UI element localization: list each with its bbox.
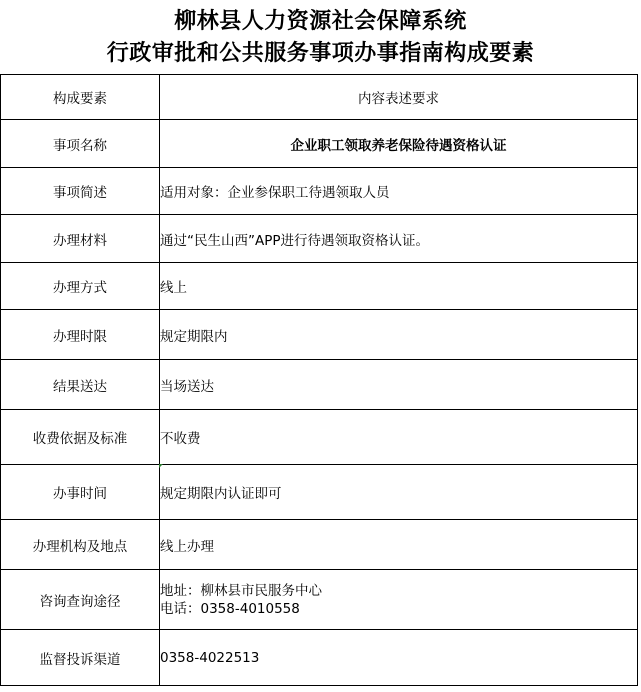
row-label-office-hours: 办事时间 [1,465,160,520]
table-row [1,215,638,263]
table-row [1,410,638,465]
row-value-office-hours [160,465,638,520]
row-value-inquiry [160,570,638,630]
table-header-row [1,75,638,120]
row-value-agency-location: 线上办理 [160,520,638,570]
row-value-complaint: 0358-4022513 [160,630,638,686]
office-hours-text: 规定期限内认证即可 [160,486,282,502]
title-line-2: 行政审批和公共服务事项办事指南构成要素 [106,41,535,66]
table-row [1,465,638,520]
row-value-item-name: 企业职工领取养老保险待遇资格认证 [160,120,638,168]
table-row [1,630,638,686]
table-row [1,360,638,410]
row-value-delivery: 当场送达 [160,360,638,410]
cell-comment-marker [159,464,163,468]
row-label-time-limit: 办理时限 [1,310,160,360]
header-elements: 构成要素 [1,75,160,120]
row-value-method: 线上 [160,263,638,310]
row-label-item-summary: 事项简述 [1,168,160,215]
table-row [1,310,638,360]
title-line-1: 柳林县人力资源社会保障系统 [174,9,467,34]
document-title [0,0,641,74]
row-label-item-name: 事项名称 [1,120,160,168]
row-label-inquiry: 咨询查询途径 [1,570,160,630]
table-row [1,120,638,168]
table-row [1,263,638,310]
row-value-materials: 通过“民生山西”APP进行待遇领取资格认证。 [160,215,638,263]
table-row [1,570,638,630]
row-value-item-summary: 适用对象：企业参保职工待遇领取人员 [160,168,638,215]
row-label-complaint: 监督投诉渠道 [1,630,160,686]
inquiry-phone: 电话：0358-4010558 [160,600,300,617]
row-label-method: 办理方式 [1,263,160,310]
row-value-time-limit: 规定期限内 [160,310,638,360]
row-label-agency-location: 办理机构及地点 [1,520,160,570]
row-label-materials: 办理材料 [1,215,160,263]
row-label-delivery: 结果送达 [1,360,160,410]
row-value-fees: 不收费 [160,410,638,465]
row-label-fees: 收费依据及标准 [1,410,160,465]
table-row [1,520,638,570]
guide-table [0,74,638,686]
inquiry-address: 地址：柳林县市民服务中心 [160,582,322,599]
header-content-requirements: 内容表述要求 [160,75,638,120]
table-row [1,168,638,215]
